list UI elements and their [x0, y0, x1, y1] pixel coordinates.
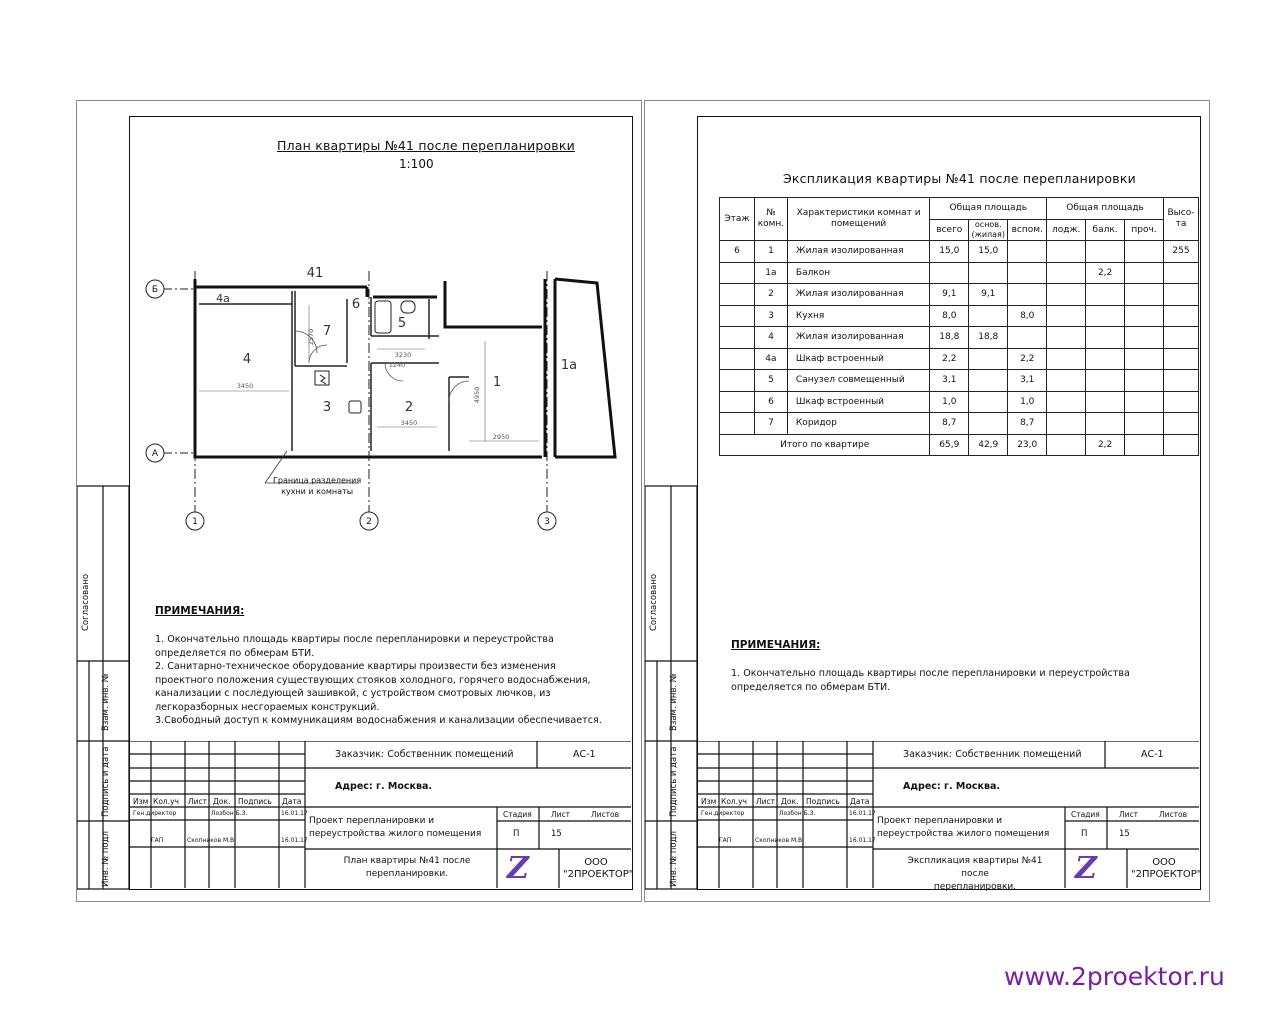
stamp-col-doc-r: Док. — [781, 797, 799, 806]
table-cell-num: 4а — [754, 348, 787, 370]
total-label: Итого по квартире — [720, 434, 930, 456]
stamp-sheet-name: План квартиры №41 после перепланировки. — [343, 856, 471, 879]
side-agreed: Согласовано — [81, 573, 91, 631]
room-6: 6 — [351, 297, 361, 312]
table-cell-main: 15,0 — [969, 241, 1008, 263]
th-total-area: Общая площадь — [930, 198, 1047, 220]
table-cell-num: 6 — [754, 391, 787, 413]
th-loggia: лодж. — [1047, 219, 1086, 241]
table-cell-desc: Жилая изолированная — [787, 241, 929, 263]
stamp-customer: Заказчик: Собственник помещений — [335, 749, 514, 760]
dim-bath: 3230 — [394, 351, 412, 359]
th-floor: Этаж — [720, 198, 755, 241]
stamp-col-izm-r: Изм — [701, 797, 717, 806]
table-cell-num: 2 — [754, 284, 787, 306]
stamp-col-list-r: Лист — [756, 797, 776, 806]
dim-corridor: 2570 — [307, 328, 315, 346]
axis-label-b: Б — [151, 285, 159, 295]
table-cell-desc: Шкаф встроенный — [787, 348, 929, 370]
stamp-sheet-r: 15 — [1119, 829, 1130, 839]
table-cell-desc: Жилая изолированная — [787, 327, 929, 349]
room-4: 4 — [242, 352, 252, 367]
table-cell-height: 255 — [1163, 241, 1198, 263]
right-sheet — [644, 100, 1210, 902]
stamp-stage-r: П — [1081, 829, 1088, 839]
room-5: 5 — [397, 316, 407, 331]
dim-room2: 3450 — [400, 419, 418, 427]
table-cell-all: 8,7 — [930, 413, 969, 435]
dim-room1-v: 4950 — [473, 386, 481, 404]
table-cell-balcony: 2,2 — [1086, 262, 1125, 284]
th-all: всего — [930, 219, 969, 241]
stamp-role1-r: Ген.директор — [701, 810, 745, 817]
table-cell-num: 1 — [754, 241, 787, 263]
table-cell-aux: 3,1 — [1008, 370, 1047, 392]
side-inv-orig: Инв. № подл — [101, 831, 111, 887]
stamp-sheets-h: Листов — [591, 810, 620, 819]
stamp-col-kol-r: Кол.уч — [721, 797, 747, 806]
axis-label-2: 2 — [366, 517, 372, 527]
room-1a: 1а — [560, 358, 578, 373]
room-4a: 4а — [216, 292, 230, 305]
th-desc: Характеристики комнат и помещений — [787, 198, 929, 241]
stamp-name1-r: Лозбон Б.З. — [779, 810, 816, 817]
stamp-sheets-h-r: Листов — [1159, 810, 1188, 819]
table-cell-desc: Балкон — [787, 262, 929, 284]
stamp-role1: Ген.директор — [133, 810, 177, 817]
side-inv-zam-r: Взам. инв. № — [669, 673, 679, 731]
axis-label-3: 3 — [544, 517, 550, 527]
stamp-stage-h: Стадия — [503, 810, 532, 819]
left-title-block — [129, 741, 634, 888]
room-2: 2 — [404, 400, 414, 415]
th-other: проч. — [1125, 219, 1164, 241]
th-aux: вспом. — [1008, 219, 1047, 241]
total-all: 65,9 — [930, 434, 969, 456]
th-total-area2: Общая площадь — [1047, 198, 1164, 220]
stamp-sheet-h-r: Лист — [1119, 810, 1139, 819]
table-cell-all: 15,0 — [930, 241, 969, 263]
stamp-col-doc: Док. — [213, 797, 231, 806]
expl-title: Экспликация квартиры №41 после перепланировки — [783, 171, 1136, 186]
plan-scale: 1:100 — [399, 157, 434, 171]
stamp-org-r: ООО "2ПРОЕКТОР" — [1131, 857, 1202, 880]
table-cell-all: 8,0 — [930, 305, 969, 327]
apartment-number: 41 — [306, 266, 324, 281]
dim-room4: 3450 — [236, 382, 254, 390]
side-inv-zam: Взам. инв. № — [101, 673, 111, 731]
stamp-org: ООО "2ПРОЕКТОР" — [563, 857, 634, 880]
stamp-col-date: Дата — [282, 797, 302, 806]
stamp-name2: Скопников М.В. — [187, 837, 237, 844]
axis-label-1: 1 — [192, 517, 198, 527]
table-cell-all: 3,1 — [930, 370, 969, 392]
stamp-logo: Z — [507, 851, 529, 886]
stamp-col-list: Лист — [188, 797, 208, 806]
stamp-role2: ГАП — [151, 837, 164, 844]
dim-room1: 2950 — [492, 433, 510, 441]
table-cell-all: 18,8 — [930, 327, 969, 349]
stamp-name1: Лозбон Б.З. — [211, 810, 248, 817]
table-cell-floor: 6 — [720, 241, 755, 263]
table-cell-all: 2,2 — [930, 348, 969, 370]
th-height: Высо- та — [1163, 198, 1198, 241]
table-cell-aux: 8,0 — [1008, 305, 1047, 327]
table-cell-all: 9,1 — [930, 284, 969, 306]
stamp-stage-h-r: Стадия — [1071, 810, 1100, 819]
table-cell-num: 4 — [754, 327, 787, 349]
axis-label-a: А — [151, 449, 159, 459]
table-cell-num: 5 — [754, 370, 787, 392]
stamp-project: Проект перепланировки и переустройства жилого помещения — [309, 816, 482, 839]
table-cell-desc: Коридор — [787, 413, 929, 435]
th-balcony: балк. — [1086, 219, 1125, 241]
right-notes-heading: ПРИМЕЧАНИЯ: — [731, 639, 821, 651]
th-num: № комн. — [754, 198, 787, 241]
left-notes-heading: ПРИМЕЧАНИЯ: — [155, 605, 245, 617]
table-cell-desc: Шкаф встроенный — [787, 391, 929, 413]
stamp-col-sign: Подпись — [238, 797, 272, 806]
side-agreed-r: Согласовано — [649, 573, 659, 631]
left-sheet — [76, 100, 642, 902]
table-cell-desc: Жилая изолированная — [787, 284, 929, 306]
boundary-note: Граница разделения кухни и комнаты — [273, 476, 362, 496]
stamp-customer-r: Заказчик: Собственник помещений — [903, 749, 1082, 760]
stamp-name2-r: Скопников М.В. — [755, 837, 805, 844]
side-sign-date-r: Подпись и дата — [669, 746, 679, 817]
table-cell-num: 3 — [754, 305, 787, 327]
stamp-date2-r: 16.01.17 — [849, 837, 876, 844]
room-3: 3 — [322, 400, 332, 415]
table-cell-desc: Санузел совмещенный — [787, 370, 929, 392]
stamp-address-r: Адрес: г. Москва. — [903, 781, 1000, 792]
stamp-sheet-h: Лист — [551, 810, 571, 819]
stamp-sheet-name-r: Экспликация квартиры №41 после перепланировки. — [907, 856, 1043, 892]
table-cell-aux: 8,7 — [1008, 413, 1047, 435]
stamp-logo-r: Z — [1075, 851, 1097, 886]
table-cell-aux: 1,0 — [1008, 391, 1047, 413]
total-main: 42,9 — [969, 434, 1008, 456]
total-aux: 23,0 — [1008, 434, 1047, 456]
stamp-sheet: 15 — [551, 829, 562, 839]
room-7: 7 — [322, 324, 332, 339]
stamp-address: Адрес: г. Москва. — [335, 781, 432, 792]
table-cell-desc: Кухня — [787, 305, 929, 327]
stamp-date1-r: 16.01.17 — [849, 810, 876, 817]
table-cell-main: 9,1 — [969, 284, 1008, 306]
table-cell-num: 7 — [754, 413, 787, 435]
side-inv-orig-r: Инв. № подл — [669, 831, 679, 887]
side-sign-date: Подпись и дата — [101, 746, 111, 817]
plan-title: План квартиры №41 после перепланировки — [277, 138, 575, 153]
total-balcony: 2,2 — [1086, 434, 1125, 456]
stamp-col-sign-r: Подпись — [806, 797, 840, 806]
th-main: основ. (жилая) — [969, 219, 1008, 241]
table-cell-main: 18,8 — [969, 327, 1008, 349]
room-1: 1 — [492, 375, 502, 390]
dim-kitchen: 1240 — [388, 361, 406, 369]
stamp-col-izm: Изм — [133, 797, 149, 806]
stamp-stage: П — [513, 829, 520, 839]
stamp-code-r: АС-1 — [1141, 749, 1164, 760]
stamp-date2: 16.01.17 — [281, 837, 308, 844]
left-notes-text: 1. Окончательно площадь квартиры после перепланировки и переустройства определяется по обмерам БТИ. 2. Санитарно-техническое оборудование квартиры произвести без изменения проектного положения существующих стояков холодного, горячего водоснабжения, канализации с последующей зашивкой, с устройством смотровых лючков, из легкоразборных несгораемых конструкций. 3.Свободный доступ к коммуникациям водоснабжения и канализации обеспечивается. — [155, 634, 602, 726]
table-cell-num: 1а — [754, 262, 787, 284]
stamp-project-r: Проект перепланировки и переустройства жилого помещения — [877, 816, 1050, 839]
right-notes-text: 1. Окончательно площадь квартиры после перепланировки и переустройства определяется по обмерам БТИ. — [731, 668, 1130, 693]
stamp-date1: 16.01.17 — [281, 810, 308, 817]
table-cell-all: 1,0 — [930, 391, 969, 413]
stamp-col-kol: Кол.уч — [153, 797, 179, 806]
stamp-role2-r: ГАП — [719, 837, 732, 844]
table-cell-aux: 2,2 — [1008, 348, 1047, 370]
right-title-block — [697, 741, 1202, 892]
stamp-col-date-r: Дата — [850, 797, 870, 806]
site-url[interactable]: www.2proektor.ru — [1004, 962, 1225, 991]
stamp-code: АС-1 — [573, 749, 596, 760]
